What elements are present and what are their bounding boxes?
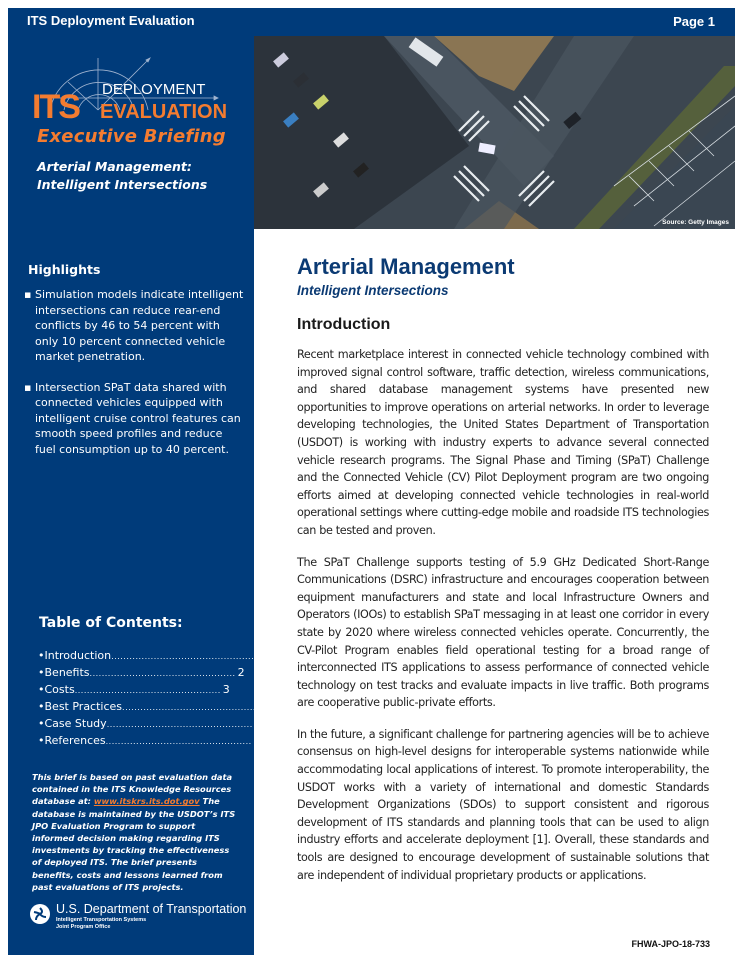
highlight-item: ▪ Simulation models indicate intelligent intersections can reduce rear-end conflicts by 46 to 54 percent with only 10 percent connected vehicle market penetration. (24, 288, 244, 363)
main-subtitle: Intelligent Intersections (297, 283, 449, 298)
bullet-icon: ▪ (24, 288, 32, 301)
toc-item-best-practices[interactable]: • Best Practices ................................................ 3 (38, 699, 213, 716)
intro-paragraph-1: Recent marketplace interest in connected vehicle technology combined with improved signal control software, traffic detection, wireless communications, and shared database management systems have presented new opportunities to improve operations on arterial networks. In order to leverage developing technologies, the United States Department of Transportation (USDOT) is working with industry experts to advance several connected vehicle research programs. The Signal Phase and Timing (SPaT) Challenge and the Connected Vehicle (CV) Pilot Deployment program are two ongoing efforts aimed at developing connected vehicle technologies in real-world operational settings where cutting-edge mobile and roadside ITS technologies can be tested and proven. (297, 348, 709, 537)
leader-dots: ................................................ (105, 737, 252, 746)
logo-deployment: DEPLOYMENT (102, 81, 206, 98)
bullet-icon: ▪ (24, 380, 32, 394)
table-of-contents (38, 648, 278, 750)
topic-title (37, 158, 207, 194)
intersection-aerial-photo (254, 36, 735, 229)
toc-item-benefits[interactable]: • Benefits ................................................ 2 (38, 665, 213, 682)
toc-item-case-study[interactable]: • Case Study ................................................ 4 (38, 716, 213, 733)
usdot-line2: Intelligent Transportation Systems (56, 917, 147, 923)
bullet-icon: • (38, 734, 45, 747)
bullet-icon: • (38, 666, 45, 679)
section-heading-introduction: Introduction (297, 316, 391, 333)
toc-item-references[interactable]: • References ................................................ 4 (38, 733, 213, 750)
document-id: FHWA-JPO-18-733 (631, 939, 710, 949)
usdot-logo (30, 902, 247, 936)
evaluation-note: This brief is based on past evaluation data contained in the ITS Knowledge Resources database at: www.itskrs.its.dot.gov The database is maintained by the USDOT’s ITS JPO Evaluation Program to support informed decision making regarding ITS investments by tracking the effectiveness of deployed ITS. The brief presents benefits, costs and lessons learned from past evaluations of ITS projects. (32, 772, 236, 892)
leader-dots: ................................................ (122, 703, 269, 712)
usdot-emblem-icon (30, 904, 50, 924)
logo-its: ITS (32, 88, 79, 126)
bullet-icon: • (38, 700, 45, 713)
main-title: Arterial Management (297, 254, 515, 279)
highlights-title: Highlights (28, 262, 101, 277)
usdot-line3: Joint Program Office (56, 924, 111, 930)
topic-line-1: Arterial Management: (37, 159, 192, 174)
main-body (297, 346, 709, 898)
brief-type: Executive Briefing (37, 126, 226, 147)
topic-line-2: Intelligent Intersections (37, 177, 208, 192)
logo-evaluation: EVALUATION (100, 101, 228, 123)
highlight-item: ▪ Intersection SPaT data shared with connected vehicles equipped with intelligent cruise control features can smooth speed profiles and reduce fuel consumption up to 40 percent. (24, 380, 241, 456)
leader-dots: ................................................ (111, 652, 258, 661)
bullet-icon: • (38, 717, 45, 730)
intro-paragraph-3: In the future, a significant challenge for partnering agencies will be to achieve consensus on high-level designs for interoperable systems nationwide while accommodating local applications of interest. To promote interoperability, the USDOT works with a variety of international and domestic Standards Development Organizations (SDOs) to support consistent and rigorous development of ITS standards and planning tools that can be used to align industry efforts and accelerate deployment [1]. Overall, these standards and tools are designed to encourage development of sustainable solutions that are independent of individual proprietary products or applications. (297, 727, 709, 882)
usdot-name: U.S. Department of Transportation (56, 902, 247, 916)
toc-item-introduction[interactable]: • Introduction ................................................ 1 (38, 648, 213, 665)
toc-item-costs[interactable]: • Costs ................................................ 3 (38, 682, 213, 699)
itskrs-link[interactable]: www.itskrs.its.dot.gov (93, 796, 200, 807)
header-bar (8, 8, 735, 36)
its-deployment-evaluation-logo (28, 52, 228, 126)
photo-credit: Source: Getty Images (662, 219, 729, 226)
highlights-list (22, 287, 246, 472)
intro-paragraph-2: The SPaT Challenge supports testing of 5.9 GHz Dedicated Short-Range Communications (DSRC) infrastructure and encourages cooperation between equipment manufacturers and state and local Infrastructure Owners and Operators (IOOs) to establish SPaT messaging in at least one corridor in every state by 2020 where wireless connected vehicles operate. Concurrently, the CV-Pilot Program enables field operational testing for a broad range of interconnected ITS applications to assess performance of connected vehicle technology on test tracks and evaluate impacts in live traffic. Both programs are cooperative public-private efforts. (297, 555, 709, 710)
toc-title: Table of Contents: (39, 615, 183, 631)
bullet-icon: • (38, 649, 45, 662)
leader-dots: ................................................ (89, 669, 236, 678)
bullet-icon: • (38, 683, 45, 696)
intersection-illustration (254, 36, 735, 229)
leader-dots: ................................................ (106, 720, 253, 729)
series-title: ITS Deployment Evaluation (27, 13, 195, 28)
page-number: Page 1 (673, 14, 715, 29)
leader-dots: ................................................ (74, 686, 221, 695)
